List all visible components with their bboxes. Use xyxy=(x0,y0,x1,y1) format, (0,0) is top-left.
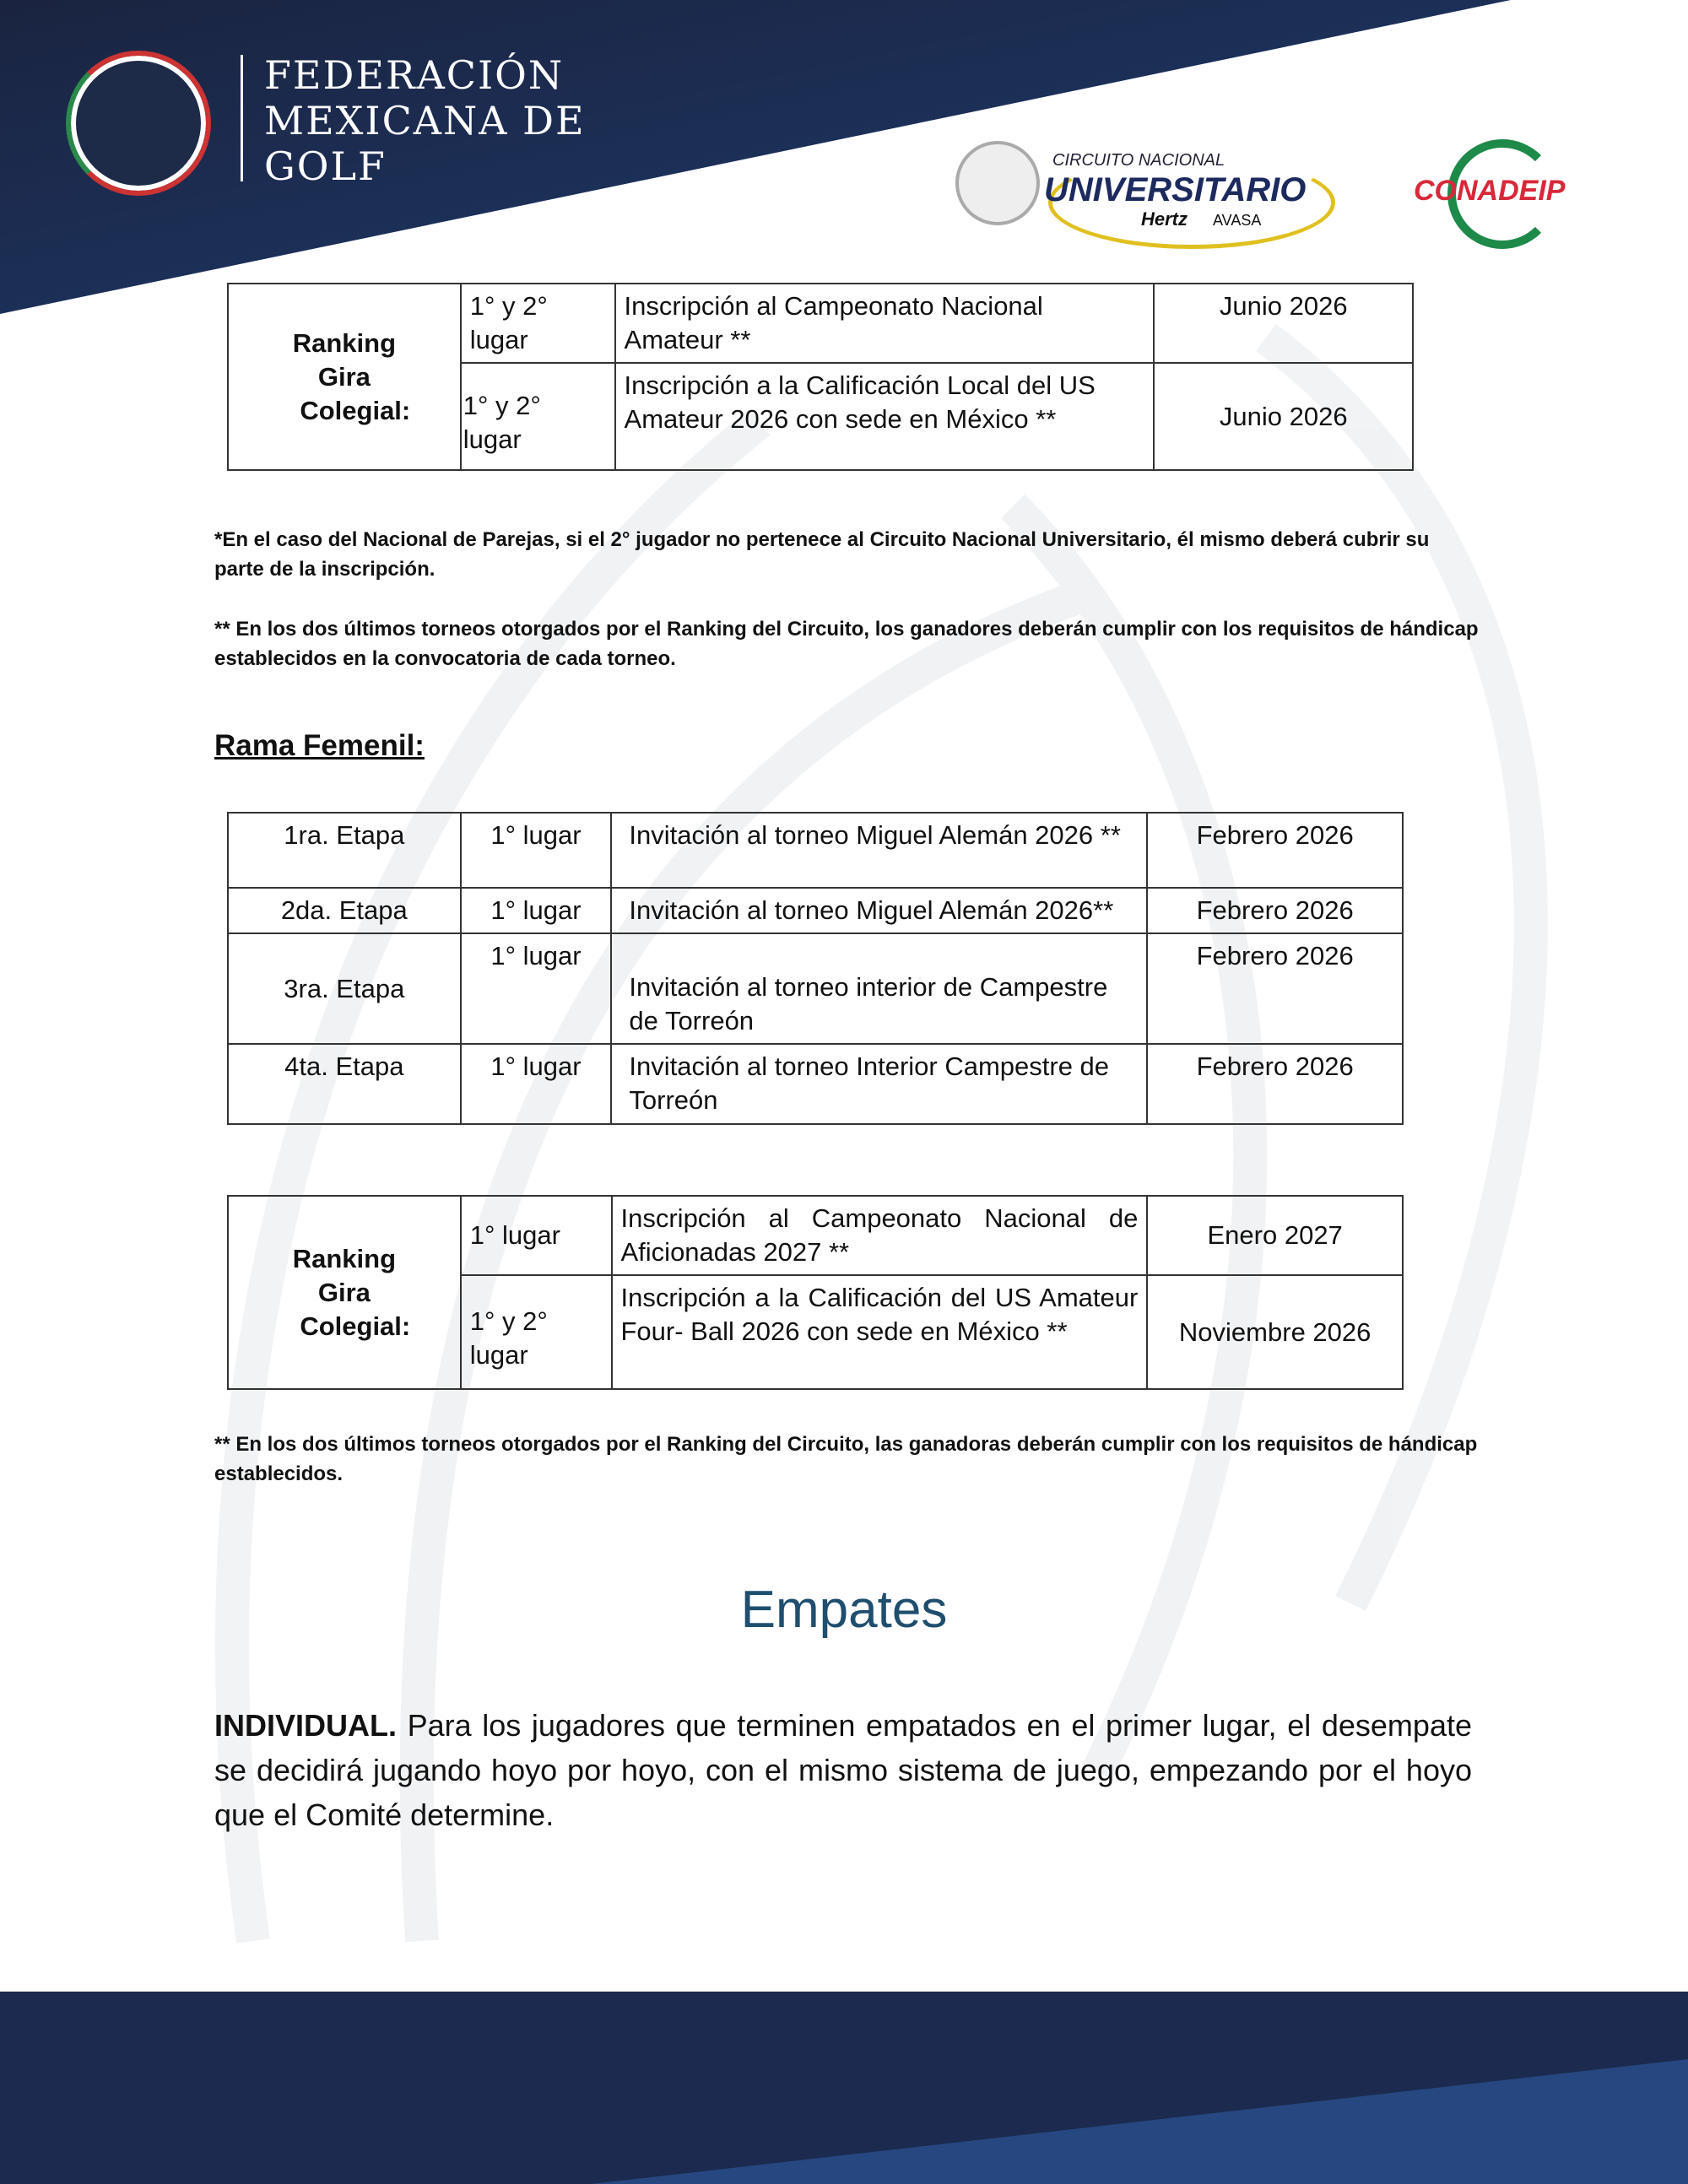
empates-paragraph xyxy=(214,1703,1472,1837)
section-heading: Rama Femenil: xyxy=(214,729,425,762)
footnote: ** En los dos últimos torneos otorgados por el Ranking del Circuito, los ganadores deberán cumplir con los requisitos de hándicap establecidos en la convocatoria de cada torneo. xyxy=(214,618,1479,670)
table-cell: 2da. Etapa xyxy=(228,888,461,933)
table-row xyxy=(228,813,1403,888)
ranking-label: Ranking Gira Colegial: xyxy=(228,284,461,470)
table-cell: 1° lugar xyxy=(461,1044,612,1124)
table-row xyxy=(228,1044,1403,1124)
table-cell: Noviembre 2026 xyxy=(1147,1275,1403,1389)
table-cell: 1ra. Etapa xyxy=(228,813,461,888)
org-line: MEXICANA DE xyxy=(264,98,586,143)
logo-text: CIRCUITO NACIONAL xyxy=(1052,151,1225,170)
place-cell: 1° y 2° lugar xyxy=(461,363,615,470)
table-cell: Ranking Gira Colegial: xyxy=(228,1196,461,1389)
table-row xyxy=(228,888,1403,933)
table-cell: Invitación al torneo Miguel Alemán 2026** xyxy=(611,888,1147,933)
table-cell: Enero 2027 xyxy=(1147,1196,1403,1275)
org-name xyxy=(264,52,586,189)
org-line: FEDERACIÓN xyxy=(264,52,565,98)
prize-cell: Inscripción al Campeonato Nacional Amateur ** xyxy=(615,284,1155,363)
fmg-seal-logo xyxy=(66,51,211,196)
table-cell: Invitación al torneo Interior Campestre de Torreón xyxy=(611,1044,1147,1124)
table-cell: 1° lugar xyxy=(461,813,612,888)
date-cell: Junio 2026 xyxy=(1154,363,1413,470)
section-title: Empates xyxy=(740,1581,948,1639)
footnote: ** En los dos últimos torneos otorgados por el Ranking del Circuito, las ganadoras deberán cumplir con los requisitos de hándicap establecidos. xyxy=(214,1433,1478,1485)
femenil-stages-table xyxy=(227,812,1404,1125)
logo-divider xyxy=(241,55,243,181)
table-cell: 1° lugar xyxy=(461,888,612,933)
table-cell: Febrero 2026 xyxy=(1147,933,1403,1044)
body-text: Para los jugadores que terminen empatados en el primer lugar, el desempate se decidirá jugando hoyo por hoyo, con el mismo sistema de juego, empezando por el hoyo que el Comité determine. xyxy=(214,1708,1472,1832)
table-cell: Febrero 2026 xyxy=(1147,813,1403,888)
table-cell: 3ra. Etapa xyxy=(228,933,461,1044)
date-cell: Junio 2026 xyxy=(1154,284,1413,363)
table-cell: 1° lugar xyxy=(461,1196,612,1275)
table-cell: Invitación al torneo interior de Campestre de Torreón xyxy=(611,933,1147,1044)
table-cell: Invitación al torneo Miguel Alemán 2026 ** xyxy=(611,813,1147,888)
logo-text: Hertz xyxy=(1141,208,1188,230)
universitario-logo xyxy=(955,139,1344,251)
table-cell: 1° lugar xyxy=(461,933,612,1044)
logo-text: AVASA xyxy=(1213,212,1262,229)
logo-text: UNIVERSITARIO xyxy=(1044,171,1307,208)
org-line: GOLF xyxy=(264,143,387,189)
table-cell: Inscripción a la Calificación del US Amateur Four- Ball 2026 con sede en México ** xyxy=(612,1275,1148,1389)
prize-cell: Inscripción a la Calificación Local del US Amateur 2026 con sede en México ** xyxy=(615,363,1155,470)
table-row xyxy=(228,933,1403,1044)
table-cell: Febrero 2026 xyxy=(1147,1044,1403,1124)
table-cell: 4ta. Etapa xyxy=(228,1044,461,1124)
ranking-table-femenil xyxy=(227,1195,1404,1390)
table-cell: Inscripción al Campeonato Nacional de Aficionadas 2027 ** xyxy=(612,1196,1148,1275)
table-cell: Febrero 2026 xyxy=(1147,888,1403,933)
table-row xyxy=(228,284,1413,363)
footnote: *En el caso del Nacional de Parejas, si el 2° jugador no pertenece al Circuito Nacional Universitario, él mismo deberá cubrir su parte de la inscripción. xyxy=(214,528,1430,581)
ranking-table-varonil xyxy=(227,283,1414,471)
conadeip-logo xyxy=(1414,139,1591,251)
place-cell: 1° y 2° lugar xyxy=(461,284,615,363)
lead-text: INDIVIDUAL. xyxy=(214,1708,397,1743)
table-cell: 1° y 2° lugar xyxy=(461,1275,612,1389)
logo-text: CONADEIP xyxy=(1414,175,1566,207)
table-row xyxy=(228,1196,1403,1275)
